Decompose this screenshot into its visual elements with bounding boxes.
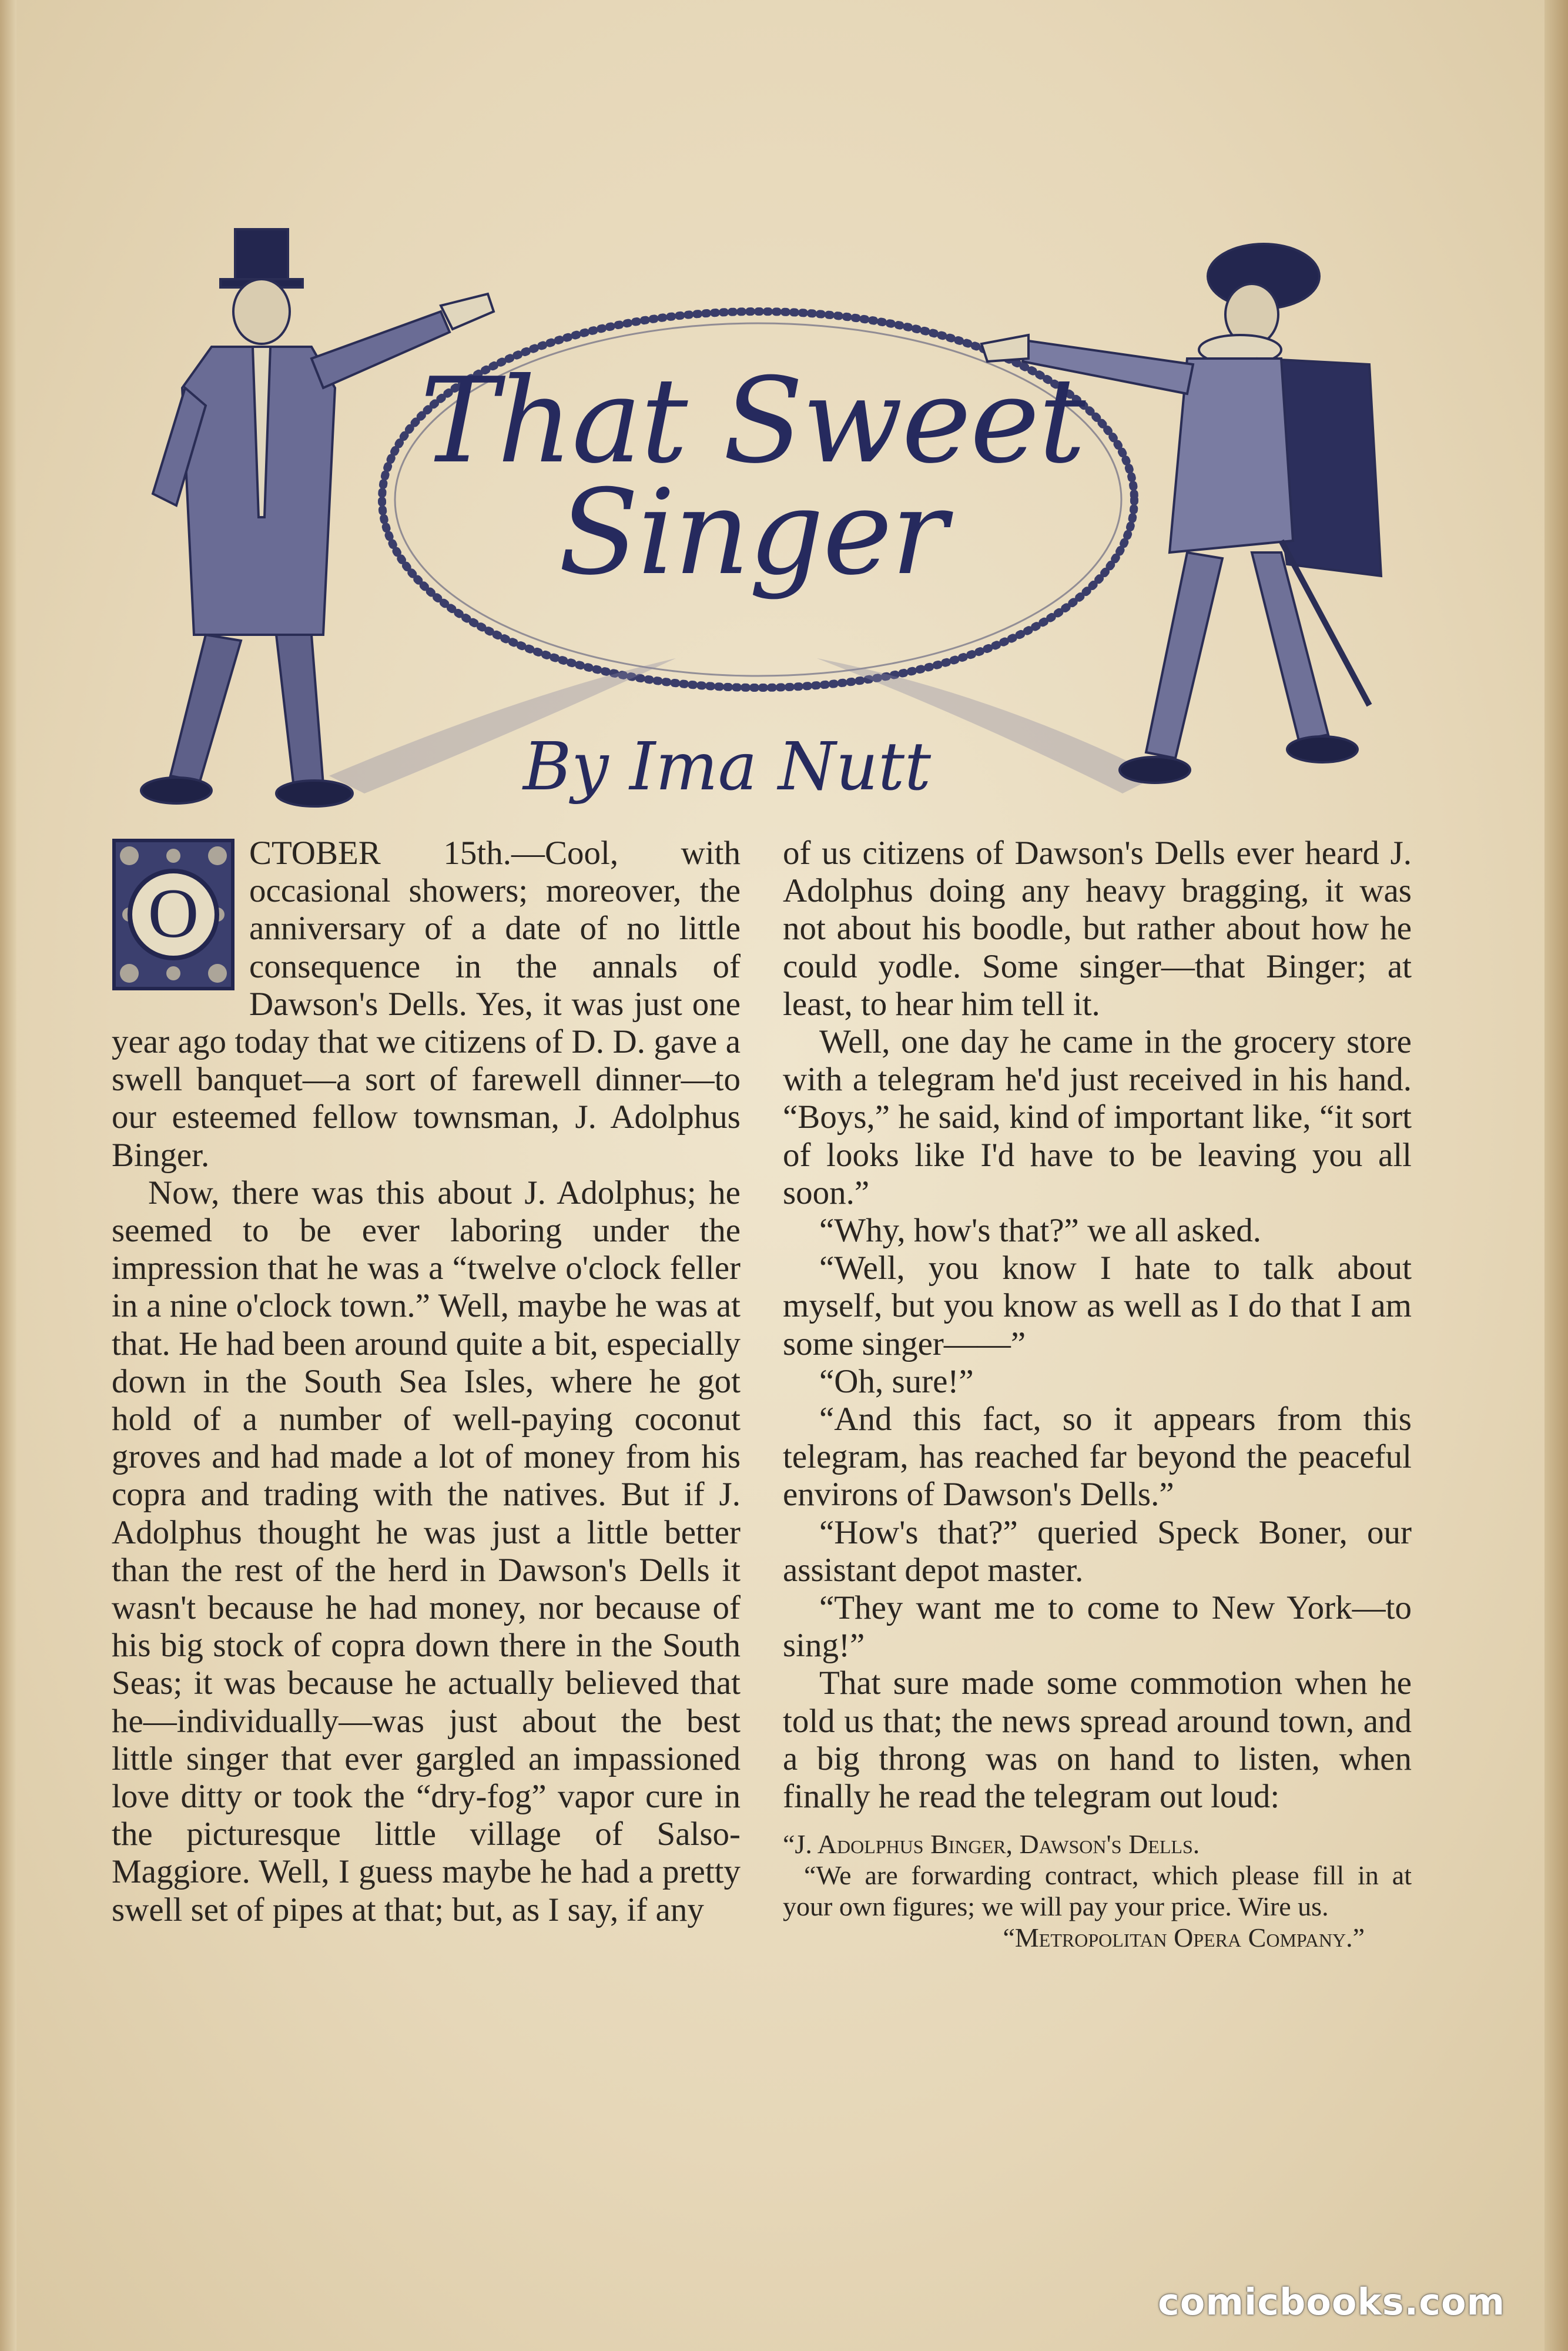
ornamental-dropcap — [112, 838, 235, 991]
page-edge-left — [0, 0, 16, 2351]
paragraph-how: “Why, how's that?” we all asked. — [819, 1212, 1262, 1250]
opening-text: CTOBER 15th.—Cool, with occasional showers; moreover, the anniversary of a date of no little consequence in the annals of Dawson's Dells. Yes, it was just one year ago today that we citizens of D. D. gave a swell banquet—a sort of farewell dinner—to our esteemed fellow townsman, J. Adolphus Binger. — [112, 835, 741, 1174]
site-watermark: comicbooks.com — [1158, 2280, 1506, 2323]
left-column — [112, 835, 741, 1929]
paragraph-new-york: “They want me to come to New York—to sing!” — [783, 1589, 1412, 1665]
paragraph-commotion: That sure made some commotion when he told us that; the news spread around town, and a big throng was on hand to listen, when finally he read the telegram out loud: — [783, 1665, 1412, 1816]
paragraph-continued: of us citizens of Dawson's Dells ever heard J. Adolphus doing any heavy bragging, it was not about his boodle, but rather about how he could yodle. Some singer—that Binger; at least, to hear him tell it. — [783, 835, 1412, 1023]
telegram-body: “We are forwarding contract, which please fill in at your own figures; we will pay your price. Wire us. — [783, 1860, 1412, 1922]
paragraph-fact: “And this fact, so it appears from this telegram, has reached far beyond the peaceful environs of Dawson's Dells.” — [783, 1401, 1412, 1513]
story-title-line2: Singer — [558, 464, 946, 601]
dropcap-ornament-icon — [112, 838, 235, 991]
dropcap-letter: O — [148, 874, 199, 952]
paragraph-sure: “Oh, sure!” — [819, 1362, 974, 1400]
right-column — [783, 835, 1412, 1953]
page-edge-right — [1544, 0, 1568, 2351]
telegram-block — [783, 1828, 1412, 1953]
paragraph-talk: “Well, you know I hate to talk about myself, but you know as well as I do that I am some singer——” — [783, 1250, 1412, 1362]
telegram-address: “J. Adolphus Binger, Dawson's Dells. — [783, 1829, 1200, 1860]
paragraph-2: Now, there was this about J. Adolphus; he seemed to be ever laboring under the impression that he was a “twelve o'clock feller in a nine o'clock town.” Well, maybe he was at that. He had been around quite a bit, especially down in the South Sea Isles, where he got hold of a number of well-paying coconut groves and had made a lot of money from his copra and trading with the natives. But if J. Adolphus thought he was just a little better than the rest of the herd in Dawson's Dells it wasn't because he had money, nor because of his big stock of copra down there in the South Seas; it was because he actually believed that he—individually—was just about the best little singer that ever gargled an impassioned love ditty or took the “dry-fog” vapor cure in the picturesque little village of Salso-Maggiore. Well, I guess maybe he had a pretty swell set of pipes at that; but, as I say, if any — [112, 1174, 741, 1928]
telegram-signature: “Metropolitan Opera Company.” — [1003, 1923, 1365, 1953]
paragraph-speck: “How's that?” queried Speck Boner, our assistant depot master. — [783, 1513, 1412, 1589]
opening-paragraph — [112, 835, 741, 1174]
story-header — [112, 212, 1393, 835]
story-title-line1: That Sweet — [420, 353, 1085, 490]
paragraph-grocery: Well, one day he came in the grocery store with a telegram he'd just received in his hand. “Boys,” he said, kind of important like, “it sort of looks like I'd have to be leaving you all soon.” — [783, 1023, 1412, 1211]
story-byline: By Ima Nutt — [523, 729, 932, 805]
